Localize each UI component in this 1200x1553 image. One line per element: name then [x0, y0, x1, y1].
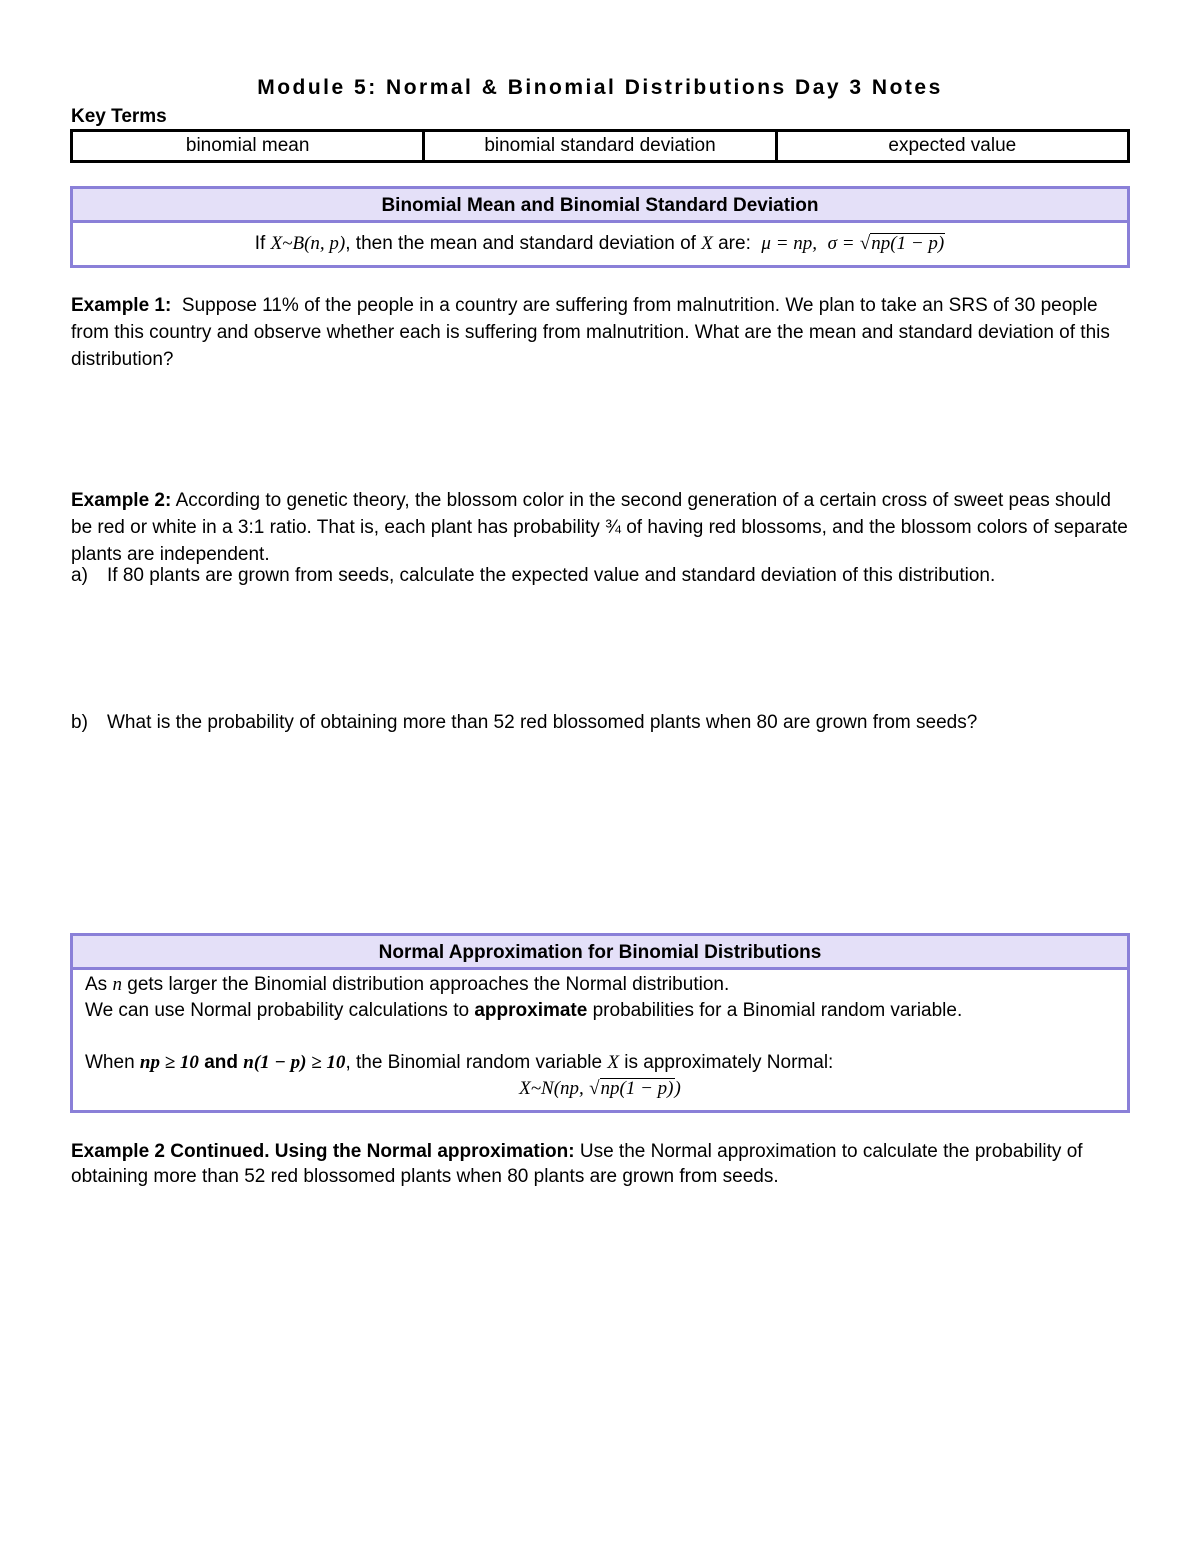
part-label: b)	[71, 712, 88, 733]
key-term-cell: binomial mean	[73, 132, 425, 160]
sqrt-icon: √	[859, 233, 871, 254]
approx-line-2	[85, 998, 1115, 1024]
normal-approx-body	[73, 970, 1127, 1102]
formula-text: , then the mean and standard deviation of	[345, 233, 696, 254]
variable-x: X	[701, 233, 713, 254]
example-label: Example 2 Continued. Using the Normal approximation:	[71, 1141, 575, 1162]
key-terms-table	[70, 129, 1130, 163]
box-heading: Normal Approximation for Binomial Distributions	[73, 936, 1127, 970]
approx-radicand: np(1 − p)	[600, 1078, 674, 1099]
example-label: Example 1:	[71, 295, 172, 316]
key-terms-label: Key Terms	[71, 106, 167, 127]
variable-x: X	[607, 1052, 619, 1073]
example-text: Suppose 11% of the people in a country are suffering from malnutrition. We plan to take an SRS of 30 people from this country and observe whether each is suffering from malnutrition. What are the mean and standard deviation of this distribution?	[71, 295, 1110, 370]
normal-approx-formula	[85, 1076, 1115, 1102]
text: , the Binomial random variable	[345, 1052, 603, 1073]
example-1	[71, 292, 1131, 373]
approximate-emphasis: approximate	[474, 1000, 588, 1021]
mean-formula: μ = np,	[761, 233, 818, 254]
formula-text: If	[254, 233, 266, 254]
part-text: If 80 plants are grown from seeds, calculate the expected value and standard deviation of this distribution.	[107, 565, 996, 586]
part-text: What is the probability of obtaining more than 52 red blossomed plants when 80 are grown from seeds?	[107, 712, 978, 733]
sd-radicand: np(1 − p)	[871, 233, 945, 254]
sqrt-icon: √	[589, 1078, 600, 1099]
approx-lhs: X~N(np,	[519, 1078, 584, 1099]
condition-nq: n(1 − p) ≥ 10	[243, 1052, 346, 1073]
formula-text: are:	[718, 233, 751, 254]
spacer	[85, 1024, 1115, 1050]
example-text: Use the Normal approximation to calculate the probability of obtaining more than 52 red blossomed plants when 80 plants are grown from seeds.	[71, 1141, 1083, 1187]
key-term-cell: binomial standard deviation	[425, 132, 777, 160]
text: We can use Normal probability calculations to	[85, 1000, 470, 1021]
approx-condition-line	[85, 1050, 1115, 1076]
approx-line-1	[85, 972, 1115, 998]
example-text: According to genetic theory, the blossom color in the second generation of a certain cross of sweet peas should be red or white in a 3:1 ratio. That is, each plant has probability ¾ of having red blossoms, and the blossom colors of separate plants are independent.	[71, 490, 1128, 565]
approx-close: )	[674, 1078, 681, 1099]
example-2-part-a	[71, 562, 1131, 589]
sd-formula-lhs: σ =	[827, 233, 855, 254]
text: gets larger the Binomial distribution approaches the Normal distribution.	[127, 974, 730, 995]
binomial-mean-sd-box	[70, 186, 1130, 268]
text: As	[85, 974, 108, 995]
text: is approximately Normal:	[624, 1052, 834, 1073]
example-label: Example 2:	[71, 490, 172, 511]
key-term-cell: expected value	[888, 135, 1017, 156]
example-2	[71, 487, 1131, 568]
binomial-formula	[73, 223, 1127, 265]
page-title: Module 5: Normal & Binomial Distributions Day 3 Notes	[257, 76, 943, 99]
example-2-continued	[71, 1139, 1131, 1189]
normal-approximation-box	[70, 933, 1130, 1113]
distribution-notation: X~B(n, p)	[270, 233, 346, 254]
part-label: a)	[71, 565, 88, 586]
variable-n: n	[112, 974, 122, 995]
text: When	[85, 1052, 135, 1073]
condition-np: np ≥ 10	[139, 1052, 199, 1073]
box-heading: Binomial Mean and Binomial Standard Deviation	[73, 189, 1127, 223]
example-2-part-b	[71, 709, 1131, 736]
condition-and: and	[204, 1052, 238, 1073]
text: probabilities for a Binomial random variable.	[592, 1000, 963, 1021]
